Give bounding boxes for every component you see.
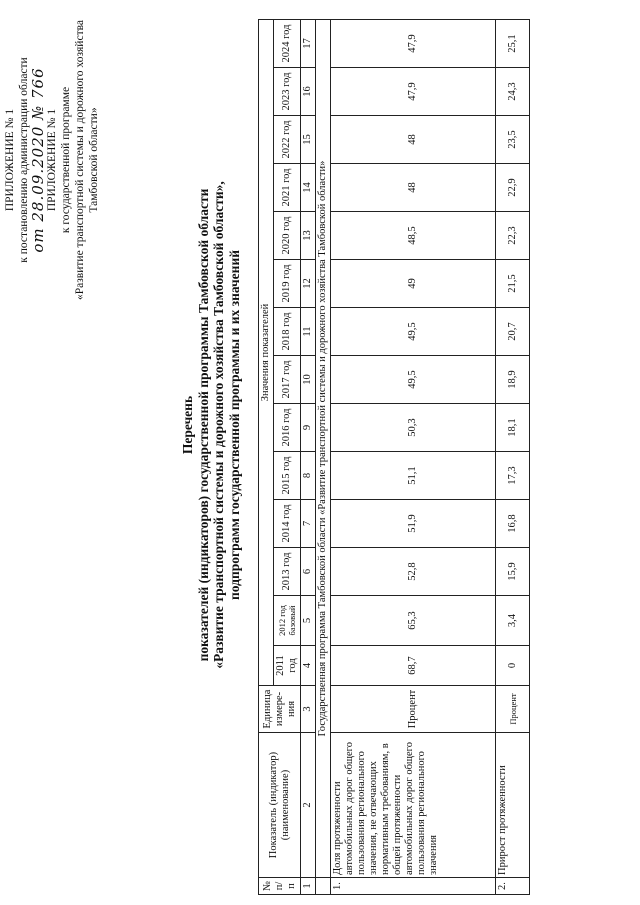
year-header: 2016 год [274,404,301,452]
appendix-line-5: «Развитие транспортной системы и дорожного хозяйства [74,20,86,300]
unit-cell: Процент [331,686,496,733]
header-values: Значения показателей [259,20,274,686]
indicator-name: Доля протяженности автомобильных дорог общего пользования регионального значения, не отвечающих нормативным требованиям, в общей протяженности автомобильных дорог общего пользования регионального значения [331,733,496,878]
column-number: 10 [301,356,316,404]
value-cell: 22,9 [496,164,530,212]
program-row [316,20,331,895]
column-number: 17 [301,20,316,68]
column-number: 7 [301,500,316,548]
table-row [331,20,496,895]
value-cell: 51,9 [331,500,496,548]
value-cell: 3,4 [496,596,530,646]
program-row-spacer [316,878,331,895]
header-num: № п/п [259,878,301,895]
year-header: 2021 год [274,164,301,212]
column-number: 8 [301,452,316,500]
value-cell: 49,5 [331,356,496,404]
value-cell: 18,9 [496,356,530,404]
column-number: 13 [301,212,316,260]
appendix-line-4: к государственной программе [60,86,72,234]
title-line-1: Перечень [180,395,195,455]
year-header: 2017 год [274,356,301,404]
value-cell: 51,1 [331,452,496,500]
value-cell: 16,8 [496,500,530,548]
table-row [496,20,530,895]
row-number: 1. [331,878,496,895]
year-header: 2011 год [274,646,301,686]
column-number: 1 [301,878,316,895]
value-cell: 15,9 [496,548,530,596]
column-number: 12 [301,260,316,308]
header-unit: Единица измере-ния [259,686,301,733]
year-header: 2019 год [274,260,301,308]
header-row-1 [259,20,274,895]
indicator-name: Прирост протяженности [496,733,530,878]
value-cell: 25,1 [496,20,530,68]
value-cell: 48,5 [331,212,496,260]
value-cell: 49 [331,260,496,308]
indicators-table [258,19,530,895]
year-header: 2023 год [274,68,301,116]
year-header: 2024 год [274,20,301,68]
column-number: 4 [301,646,316,686]
title-line-2: показателей (индикаторов) государственной программы Тамбовской области [195,188,211,662]
year-header: 2012 год базовый [274,596,301,646]
header-indicator: Показатель (индикатор) (наименование) [259,733,301,878]
value-cell: 20,7 [496,308,530,356]
year-header: 2018 год [274,308,301,356]
year-header: 2015 год [274,452,301,500]
appendix-block [3,10,101,310]
value-cell: 49,5 [331,308,496,356]
column-number: 6 [301,548,316,596]
value-cell: 23,5 [496,116,530,164]
row-number: 2. [496,878,530,895]
column-number: 11 [301,308,316,356]
value-cell: 48 [331,116,496,164]
appendix-line-1: ПРИЛОЖЕНИЕ № 1 [4,108,16,212]
column-number: 2 [301,733,316,878]
handwritten-date-number: от 28.09.2020 № 766 [29,67,47,253]
year-header: 2020 год [274,212,301,260]
program-title-cell: Государственная программа Тамбовской области «Развитие транспортной системы и дорожного хозяйства Тамбовской области» [316,20,331,878]
document-title [180,65,242,785]
value-cell: 22,3 [496,212,530,260]
year-header: 2013 год [274,548,301,596]
value-cell: 48 [331,164,496,212]
column-number-row [301,20,316,895]
appendix-line-2: к постановлению администрации области [18,57,30,263]
value-cell: 47,9 [331,20,496,68]
column-number: 14 [301,164,316,212]
value-cell: 24,3 [496,68,530,116]
title-line-3: «Развитие транспортной системы и дорожного хозяйства Тамбовской области», [211,181,226,669]
year-header: 2014 год [274,500,301,548]
title-line-4: подпрограмм государственной программы и их значений [226,250,242,601]
appendix-line-6: Тамбовской области» [88,107,100,213]
value-cell: 65,3 [331,596,496,646]
value-cell: 47,9 [331,68,496,116]
value-cell: 50,3 [331,404,496,452]
column-number: 5 [301,596,316,646]
value-cell: 18,1 [496,404,530,452]
value-cell: 17,3 [496,452,530,500]
value-cell: 0 [496,646,530,686]
unit-cell: Процент [496,686,530,733]
appendix-line-3: ПРИЛОЖЕНИЕ № 1 [46,108,58,212]
value-cell: 52,8 [331,548,496,596]
value-cell: 68,7 [331,646,496,686]
column-number: 9 [301,404,316,452]
column-number: 15 [301,116,316,164]
value-cell: 21,5 [496,260,530,308]
column-number: 16 [301,68,316,116]
year-header: 2022 год [274,116,301,164]
column-number: 3 [301,686,316,733]
